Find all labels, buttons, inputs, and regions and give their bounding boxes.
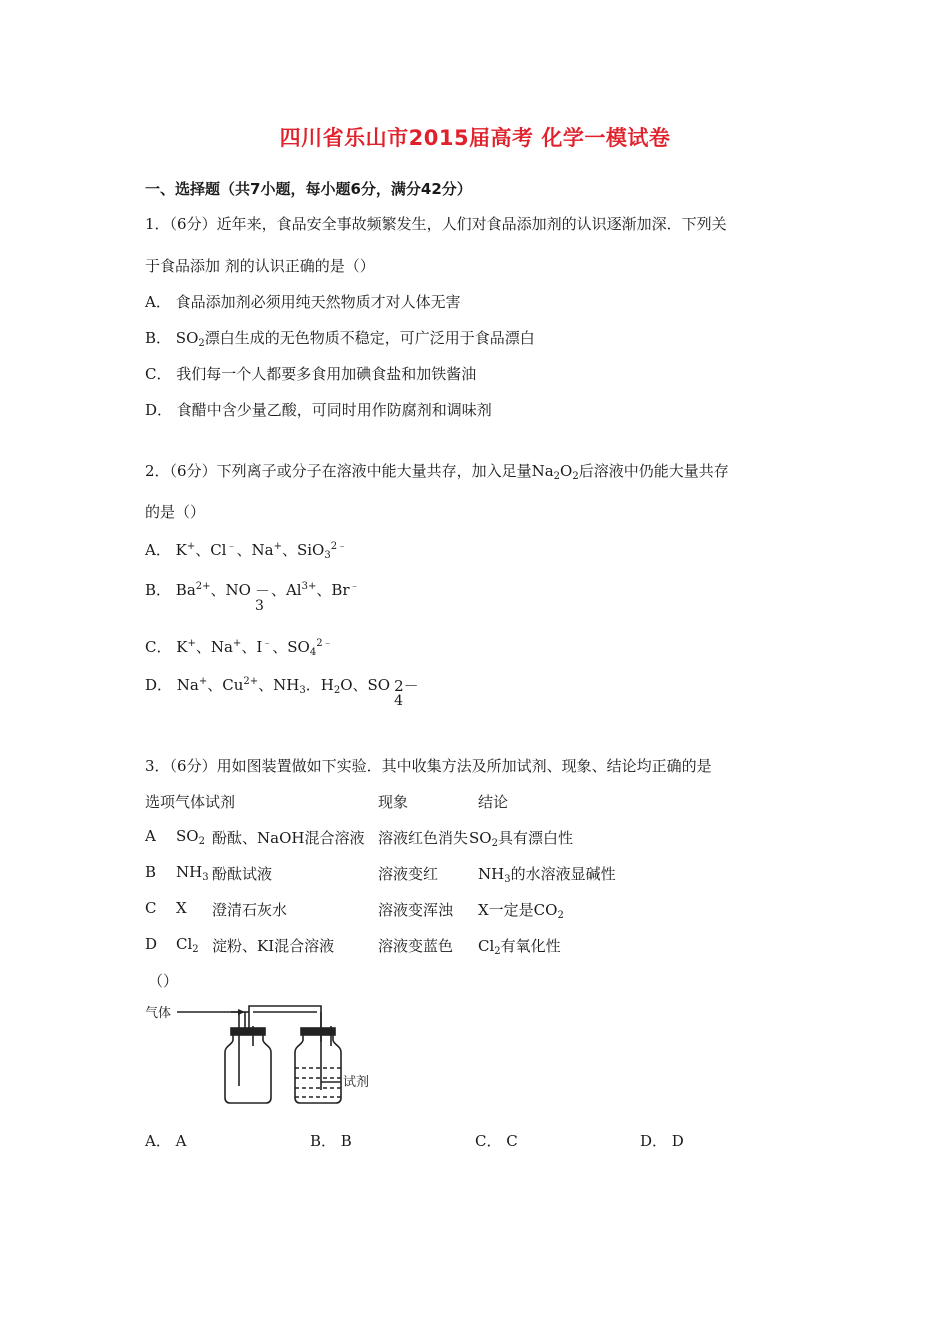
q3-answer-blank: （）	[148, 972, 179, 990]
q1-option-a: A． 食品添加剂必须用纯天然物质才对人体无害	[145, 293, 461, 311]
q2-line1: 2．（6分）下列离子或分子在溶液中能大量共存，加入足量$Na_2O_2$后溶液中仍能大量共存	[145, 462, 729, 482]
table-row-phenomenon: 溶液红色消失	[378, 829, 469, 847]
q1-option-b: B． $SO_2$漂白生成的无色物质不稳定，可广泛用于食品漂白	[145, 329, 535, 349]
section-heading: 一、选择题（共7小题，每小题6分，满分42分）	[145, 180, 472, 198]
table-row-reagent: 澄清石灰水	[212, 901, 288, 919]
q1-option-d: D． 食醋中含少量乙酸，可同时用作防腐剂和调味剂	[145, 401, 492, 419]
table-row-conclusion: $SO_2$具有漂白性	[469, 829, 573, 849]
table-row-reagent: 酚酞试液	[212, 865, 273, 883]
q2-line2: 的是（）	[145, 503, 206, 521]
gas-label: 气体	[145, 1006, 172, 1021]
q3-header-phenomenon: 现象	[378, 793, 409, 811]
table-row-reagent: 酚酞、NaOH混合溶液	[212, 829, 365, 847]
q2-option-c: C． K+、Na+、I﹣、$SO_4^{2﹣}$	[145, 638, 333, 658]
table-row-phenomenon: 溶液变浑浊	[378, 901, 454, 919]
q3-choice-d: D． D	[640, 1132, 684, 1150]
table-row-reagent: 淀粉、KI混合溶液	[212, 937, 335, 955]
table-row-option: C	[145, 899, 157, 917]
table-row-gas: $NH_3$	[176, 863, 209, 883]
page-title: 四川省乐山市2015届高考 化学一模试卷	[279, 126, 671, 150]
q3-choice-a: A． A	[145, 1132, 187, 1150]
q3-header-conclusion: 结论	[478, 793, 509, 811]
table-row-gas: $SO_2$	[176, 827, 205, 847]
table-row-gas: X	[176, 899, 187, 917]
table-row-phenomenon: 溶液变蓝色	[378, 937, 454, 955]
table-row-conclusion: $Cl_2$有氧化性	[478, 937, 561, 957]
table-row-gas: $Cl_2$	[176, 935, 199, 955]
q1-line2: 于食品添加 剂的认识正确的是（）	[145, 257, 375, 275]
q3-header-option-gas-reagent: 选项气体试剂	[145, 793, 236, 811]
table-row-option: A	[145, 827, 156, 845]
reagent-label: 试剂	[343, 1075, 370, 1090]
nitrate-fraction: － 3	[254, 582, 270, 614]
q3-choice-c: C． C	[475, 1132, 518, 1150]
table-row-conclusion: X一定是$CO_2$	[478, 901, 564, 921]
q2-option-b: B． $Ba^{2+}$、NO － 3 、$Al^{3+}$、Br﹣	[145, 581, 360, 614]
table-row-conclusion: $NH_3$的水溶液显碱性	[478, 865, 616, 885]
q3-choice-b: B． B	[310, 1132, 352, 1150]
sulfate-fraction: 2－ 4	[394, 677, 419, 709]
table-row-phenomenon: 溶液变红	[378, 865, 439, 883]
table-row-option: D	[145, 935, 158, 953]
q1-option-c: C． 我们每一个人都要多食用加碘食盐和加铁酱油	[145, 365, 477, 383]
gas-washing-bottles-figure	[145, 998, 385, 1108]
q2-option-d: D． Na+、$Cu^{2+}$、$NH_3$．$H_2O$、SO 2－ 4	[145, 676, 419, 709]
apparatus-diagram	[145, 998, 385, 1108]
table-row-option: B	[145, 863, 157, 881]
q3-line1: 3．（6分）用如图装置做如下实验．其中收集方法及所加试剂、现象、结论均正确的是	[145, 757, 712, 775]
q2-option-a: A． K+、Cl﹣、Na+、SiO$_3^{2﹣}$	[145, 541, 348, 561]
q1-line1: 1．（6分）近年来，食品安全事故频繁发生，人们对食品添加剂的认识逐渐加深．下列关	[145, 215, 727, 233]
